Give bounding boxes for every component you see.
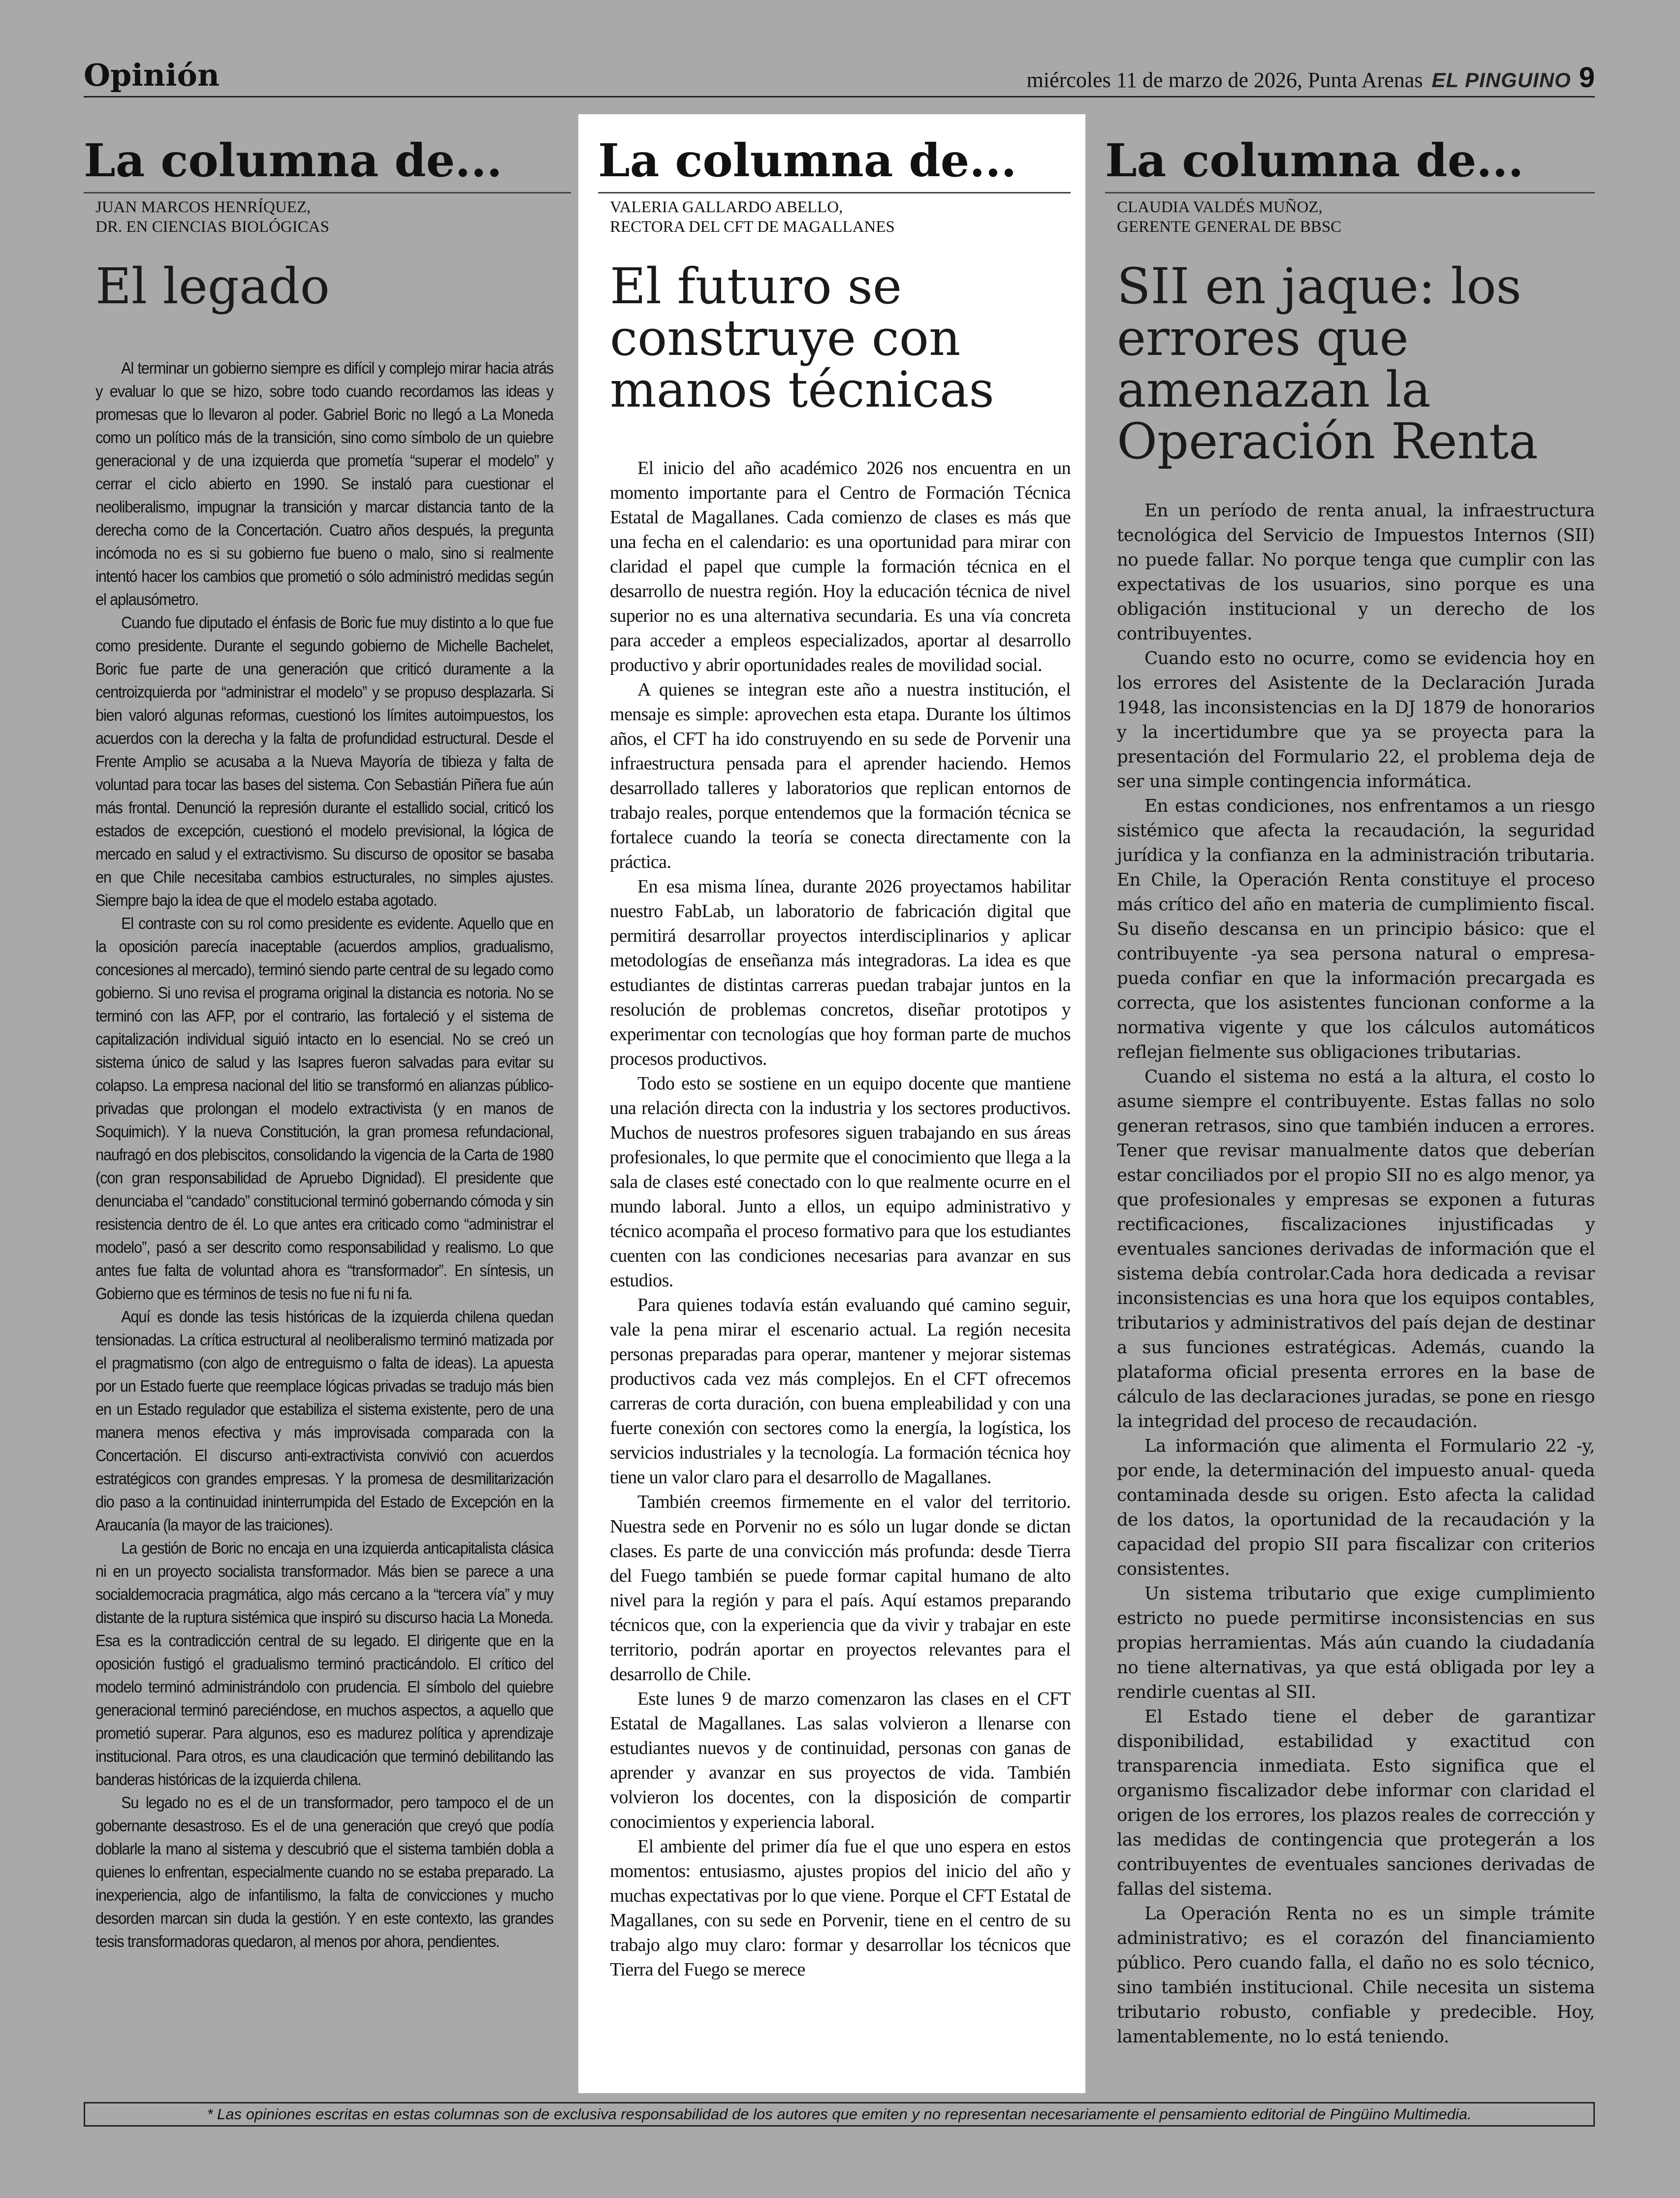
column-center	[578, 114, 1085, 2093]
dateline: miércoles 11 de marzo de 2026, Punta Arenas	[1026, 68, 1423, 92]
paragraph: Este lunes 9 de marzo comenzaron las clases en el CFT Estatal de Magallanes. Las salas volvieron a llenarse con estudiantes nuevos y de continuidad, personas con ganas de aprender y avanzar en sus proyectos de vida. También volvieron los docentes, con la disposición de compartir conocimientos y experiencia laboral.	[610, 1688, 1071, 1832]
newspaper-logo: EL PINGUINO	[1431, 68, 1571, 92]
paragraph: Todo esto se sostiene en un equipo docente que mantiene una relación directa con la industria y los sectores productivos. Muchos de nuestros profesores siguen trabajando en sus áreas profesionales, lo que permite que el conocimiento que llega a la sala de clases esté conectado con lo que realmente ocurre en el mundo laboral. Junto a ellos, un equipo administrativo y técnico acompaña el proceso formativo para que los estudiantes cuenten con las condiciones necesarias para avanzar en sus estudios.	[610, 1073, 1071, 1291]
paragraph: Un sistema tributario que exige cumplimiento estricto no puede permitirse inconsistencias en sus propias herramientas. Más aún cuando la ciudadanía no tiene alternativas, ya que está obligada por ley a rendirle cuentas al SII.	[1117, 1584, 1595, 1702]
paragraph: Cuando fue diputado el énfasis de Boric fue muy distinto a lo que fue como presidente. Durante el segundo gobierno de Michelle Bachelet, Boric fue parte de una generación que criticó duramente a la centroizquierda por “administrar el modelo” y se propuso desplazarla. Si bien valoró algunas reformas, cuestionó los límites autoimpuestos, los acuerdos con la derecha y la falta de profundidad estructural. Desde el Frente Amplio se acusaba a la Nueva Mayoría de tibieza y falta de voluntad para tocar las bases del sistema. Con Sebastián Piñera fue aún más frontal. Denunció la represión durante el estallido social, criticó los estados de excepción, cuestionó el modelo previsional, la lógica de mercado en salud y el extractivismo. Su discurso de opositor se basaba en que Chile necesitaba cambios estructurales, no simples ajustes. Siempre bajo la idea de que el modelo estaba agotado.	[95, 613, 553, 909]
paragraph: El inicio del año académico 2026 nos encuentra en un momento importante para el Centro de Formación Técnica Estatal de Magallanes. Cada comienzo de clases es más que una fecha en el calendario: es una oportunidad para mirar con claridad el papel que cumple la formación técnica en el desarrollo de nuestra región. Hoy la educación técnica de nivel superior no es una alternativa secundaria. Es una vía concreta para acceder a empleos especializados, aportar al desarrollo productivo y abrir oportunidades reales de movilidad social.	[610, 458, 1071, 675]
column-kicker: La columna de...	[598, 114, 1071, 193]
column-right	[1105, 114, 1595, 2093]
paragraph: La Operación Renta no es un simple trámite administrativo; es el corazón del financiamiento público. Pero cuando falla, el daño no es solo técnico, sino también institucional. Chile necesita un sistema tributario robusto, confiable y predecible. Hoy, lamentablemente, no lo está teniendo.	[1117, 1904, 1595, 2047]
paragraph: En un período de renta anual, la infraestructura tecnológica del Servicio de Impuestos Internos (SII) no puede fallar. No porque tenga que cumplir con las expectativas de los usuarios, sino porque es una obligación institucional y un derecho de los contribuyentes.	[1117, 501, 1595, 644]
paragraph: Aquí es donde las tesis históricas de la izquierda chilena quedan tensionadas. La crítica estructural al neoliberalismo terminó matizada por el pragmatismo (con algo de entreguismo o falta de ideas). La apuesta por un Estado fuerte que reemplace lógicas privadas se tradujo más bien en un Estado regulador que estabiliza el sistema existente, pero de una manera menos efectiva y más improvisada comparada con la Concertación. El discurso anti-extractivista convivió con acuerdos estratégicos con grandes empresas. Y la promesa de desmilitarización dio paso a la continuidad ininterrumpida del Estado de Excepción en la Araucanía (la mayor de las traiciones).	[95, 1307, 553, 1534]
paragraph: En estas condiciones, nos enfrentamos a un riesgo sistémico que afecta la recaudación, la seguridad jurídica y la confianza en la administración tributaria. En Chile, la Operación Renta constituye el proceso más crítico del año en materia de cumplimiento fiscal. Su diseño descansa en un principio básico: que el contribuyente -ya sea persona natural o empresa- pueda confiar en que la información precargada es correcta, que los asistentes funcionan conforme a la normativa vigente y que los cálculos automáticos reflejan fielmente sus obligaciones tributarias.	[1117, 796, 1595, 1062]
author-role: RECTORA DEL CFT DE MAGALLANES	[610, 218, 895, 236]
article-title: SII en jaque: los errores que amenazan la Operación Renta	[1117, 257, 1538, 470]
article-title: El legado	[95, 257, 330, 315]
author-name: CLAUDIA VALDÉS MUÑOZ,	[1117, 198, 1323, 216]
paragraph: La gestión de Boric no encaja en una izquierda anticapitalista clásica ni en un proyecto socialista transformador. Más bien se parece a una socialdemocracia pragmática, algo más cercano a la “tercera vía” y muy distante de la ruptura sistémica que inspiró su discurso hacia La Moneda. Esa es la contradicción central de su legado. El dirigente que en la oposición fustigó el gradualismo terminó practicándolo. El crítico del modelo terminó administrándolo con prudencia. El símbolo del quiebre generacional terminó pareciéndose, en muchos aspectos, a aquello que prometió superar. Para algunos, eso es madurez política y aprendizaje institucional. Para otros, es una claudicación que terminó debilitando las banderas históricas de la izquierda chilena.	[95, 1539, 553, 1788]
page-number: 9	[1579, 62, 1595, 94]
paragraph: Para quienes todavía están evaluando qué camino seguir, vale la pena mirar el escenario actual. La región necesita personas preparadas para operar, mantener y mejorar sistemas productivos cada vez más complejos. En el CFT ofrecemos carreras de corta duración, con buena empleabilidad y con una fuerte conexión con sectores como la energía, la logística, los servicios industriales y la tecnología. La formación técnica hoy tiene un valor claro para el desarrollo de Magallanes.	[610, 1295, 1071, 1488]
page-header	[84, 57, 1595, 97]
article-body	[610, 456, 1071, 1982]
paragraph: El ambiente del primer día fue el que uno espera en estos momentos: entusiasmo, ajustes propios del inicio del año y muchas expectativas por lo que viene. Porque el CFT Estatal de Magallanes, con su sede en Porvenir, tiene en el centro de su trabajo algo muy claro: formar y desarrollar los técnicos que Tierra del Fuego se merece	[610, 1836, 1071, 1980]
column-kicker: La columna de...	[84, 114, 571, 193]
paragraph: La información que alimenta el Formulario 22 -y, por ende, la determinación del impuesto anual- queda contaminada desde su origen. Esto afecta la calidad de los datos, la oportunidad de la recaudación y la capacidad del propio SII para fiscalizar con criterios consistentes.	[1117, 1436, 1595, 1579]
paragraph: Al terminar un gobierno siempre es difícil y complejo mirar hacia atrás y evaluar lo que se hizo, sobre todo cuando recordamos las ideas y promesas que lo llevaron al poder. Gabriel Boric no llegó a La Moneda como un político más de la transición, sino como símbolo de un quiebre generacional y de una izquierda que prometía “superar el modelo” y cerrar el ciclo abierto en 1990. Se instaló para cuestionar el neoliberalismo, impugnar la transición y marcar distancia tanto de la derecha como de la Concertación. Cuatro años después, la pregunta incómoda no es si su gobierno fue bueno o malo, sino si realmente intentó hacer los cambios que prometió o sólo administró medidas según el aplausómetro.	[95, 359, 553, 608]
author-role: GERENTE GENERAL DE BBSC	[1117, 218, 1342, 236]
paragraph: También creemos firmemente en el valor del territorio. Nuestra sede en Porvenir no es sólo un lugar donde se dictan clases. Es parte de una convicción más profunda: desde Tierra del Fuego también se puede formar capital humano de alto nivel para la región y para el país. Aquí estamos preparando técnicos que, con la experiencia que da vivir y trabajar en este territorio, podrán aportar en proyectos relevantes para el desarrollo de Chile.	[610, 1492, 1071, 1685]
paragraph: A quienes se integran este año a nuestra institución, el mensaje es simple: aprovechen esta etapa. Durante los últimos años, el CFT ha ido construyendo en su sede de Porvenir una infraestructura pensada para el aprender haciendo. Hemos desarrollado talleres y laboratorios que replican entornos de trabajo reales, porque entendemos que la formación técnica se fortalece cuando la teoría se conecta directamente con la práctica.	[610, 679, 1071, 872]
author-name: VALERIA GALLARDO ABELLO,	[610, 198, 843, 216]
paragraph: Cuando el sistema no está a la altura, el costo lo asume siempre el contribuyente. Estas fallas no solo generan retrasos, sino que también inducen a errores. Tener que revisar manualmente datos que deberían estar conciliados por el propio SII no es algo menor, ya que profesionales y empresas se exponen a futuras rectificaciones, fiscalizaciones injustificadas y eventuales sanciones derivadas de información que el sistema debía controlar.Cada hora dedicada a revisar inconsistencias es una hora que los equipos contables, tributarios y administrativos del país dejan de destinar a sus funciones estratégicas. Además, cuando la plataforma oficial presenta errores en la base de cálculo de las declaraciones juradas, se pone en riesgo la integridad del proceso de recaudación.	[1117, 1067, 1595, 1432]
paragraph: En esa misma línea, durante 2026 proyectamos habilitar nuestro FabLab, un laboratorio de fabricación digital que permitirá desarrollar proyectos interdisciplinarios y aplicar metodologías de enseñanza más integradoras. La idea es que estudiantes de distintas carreras puedan trabajar juntos en la resolución de problemas concretos, diseñar prototipos y experimentar con tecnologías que hoy forman parte de muchos procesos productivos.	[610, 876, 1071, 1069]
author-name: JUAN MARCOS HENRÍQUEZ,	[95, 198, 311, 216]
header-meta	[1027, 61, 1595, 94]
article-body	[95, 356, 553, 1953]
paragraph: Su legado no es el de un transformador, pero tampoco el de un gobernante desastroso. Es el de una generación que creyó que podía doblarle la mano al sistema y descubrió que el sistema también dobla a quienes lo enfrentan, especialmente cuando no se estaba preparado. La inexperiencia, algo de infantilismo, la falta de convicciones y mucho desorden marcan sin duda la gestión. Y en este contexto, las grandes tesis transformadoras quedaron, al menos por ahora, pendientes.	[95, 1793, 553, 1950]
author-role: DR. EN CIENCIAS BIOLÓGICAS	[95, 218, 329, 236]
paragraph: El Estado tiene el deber de garantizar disponibilidad, estabilidad y exactitud con transparencia inmediata. Esto significa que el organismo fiscalizador debe informar con claridad el origen de los errores, los plazos reales de corrección y las medidas de contingencia que protegerán a los contribuyentes de eventuales sanciones derivadas de fallas del sistema.	[1117, 1707, 1595, 1899]
disclaimer: * Las opiniones escritas en estas columnas son de exclusiva responsabilidad de los autores que emiten y no representan necesariamente el pensamiento editorial de Pingüino Multimedia.	[84, 2102, 1595, 2127]
article-body	[1117, 499, 1595, 2049]
column-kicker: La columna de...	[1105, 114, 1595, 193]
article-title: El futuro se construye con manos técnicas	[610, 257, 994, 418]
column-left	[84, 114, 571, 2093]
paragraph: Cuando esto no ocurre, como se evidencia hoy en los errores del Asistente de la Declaración Jurada 1948, las inconsistencias en la DJ 1879 de honorarios y la incertidumbre que ya se proyecta para la presentación del Formulario 22, el problema deja de ser una simple contingencia informática.	[1117, 648, 1595, 792]
paragraph: El contraste con su rol como presidente es evidente. Aquello que en la oposición parecía inaceptable (acuerdos amplios, gradualismo, concesiones al mercado), terminó siendo parte central de su legado como gobierno. Si uno revisa el programa original la distancia es notoria. No se terminó con las AFP, por el contrario, las fortaleció y el sistema de capitalización individual siguió intacto en lo esencial. No se creó un sistema único de salud y las Isapres fueron salvadas para evitar su colapso. La empresa nacional del litio se transformó en alianzas público-privadas que prolongan el modelo extractivista (y en manos de Soquimich). Y la nueva Constitución, la gran promesa refundacional, naufragó en dos plebiscitos, consolidando la vigencia de la Carta de 1980 (con gran responsabilidad de Apruebo Dignidad). El presidente que denunciaba el “candado” constitucional terminó gobernando cómoda y sin resistencia dentro de él. Lo que antes era criticado como “administrar el modelo”, pasó a ser descrito como responsabilidad y realismo. Lo que antes fue falta de voluntad ahora es “transformador”. En síntesis, un Gobierno que es términos de tesis no fue ni fu ni fa.	[95, 914, 553, 1303]
section-label: Opinión	[84, 57, 220, 93]
